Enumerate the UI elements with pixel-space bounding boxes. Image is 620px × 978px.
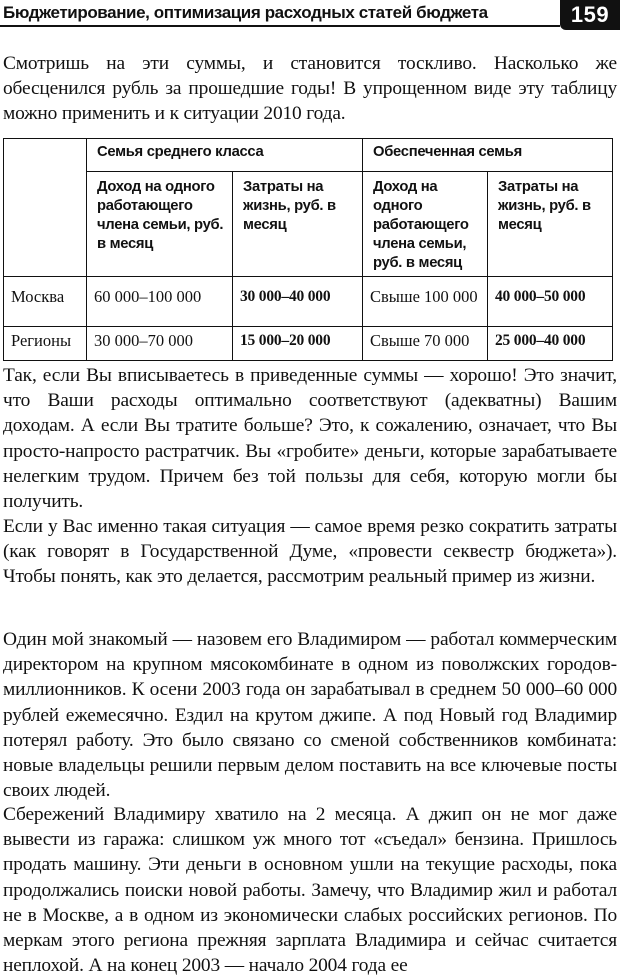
body-paragraph: Так, если Вы вписываетесь в приведенные суммы — хорошо! Это значит, что Ваши расходы оптимально соответствуют (адекватны) Вашим доходам. А если Вы тратите больше? Это, к сожалению, означает, что Вы просто-напросто растратчик. Вы «гробите» деньги, которые зарабатываете нелегким трудом. Причем без той пользы для себя, которую могли бы получить. [3,365,617,513]
table-corner-cell [4,139,87,277]
body-paragraph: Один мой знакомый — назовем его Владимиром — работал коммерческим директором на крупном мясокомбинате в одном из поволжских городов-миллионников. К осени 2003 года он зарабатывал в среднем 50 000–60 000 рублей ежемесячно. Ездил на крутом джипе. А под Новый год Владимир потерял работу. Это было связано со сменой собственников комбината: новые владельцы решили первым делом поставить на все ключевые посты своих людей. [3,629,617,802]
subheader-mid-costs: Затраты на жизнь, руб. в месяц [233,172,363,277]
cell-mid-costs: 30 000–40 000 [233,277,363,327]
cell-rich-costs: 40 000–50 000 [488,277,613,327]
running-header-title: Бюджетирование, оптимизация расходных статей бюджета [3,3,488,22]
cell-rich-costs: 25 000–40 000 [488,327,613,361]
group-header-wealthy: Обеспеченная семья [363,139,613,172]
table-row [4,277,613,327]
row-city: Москва [4,277,87,327]
subheader-rich-costs: Затраты на жизнь, руб. в месяц [488,172,613,277]
cell-mid-income: 30 000–70 000 [87,327,233,361]
table-subheader-row [4,172,613,277]
body-paragraph: Если у Вас именно такая ситуация — самое время резко сократить затраты (как говорят в Государственной Думе, «провести секвестр бюджета»). Чтобы понять, как это делается, рассмотрим реальный пример из жизни. [3,516,617,588]
cell-rich-income: Свыше 100 000 [363,277,488,327]
intro-paragraph: Смотришь на эти суммы, и становится тоскливо. Насколько же обесценился рубль за прошедшие годы! В упрощенном виде эту таблицу можно применить и к ситуации 2010 года. [3,53,617,125]
body-paragraph: Сбережений Владимиру хватило на 2 месяца. А джип он не мог даже вывести из гаража: слишком уж много тот «съедал» бензина. Пришлось продать машину. Эти деньги в основном ушли на текущие расходы, пока продолжались поиски новой работы. Замечу, что Владимир жил и работал не в Москве, а в одном из экономически слабых российских регионов. По меркам этого региона прежняя зарплата Владимира и сейчас считается неплохой. А на конец 2003 — начало 2004 года ее [3,804,617,977]
group-header-middle-class: Семья среднего класса [87,139,363,172]
cell-mid-income: 60 000–100 000 [87,277,233,327]
page-number: 159 [560,0,620,30]
subheader-rich-income: Доход на одного работающего члена семьи, руб. в месяц [363,172,488,277]
budget-table [3,138,613,361]
table-row [4,327,613,361]
cell-rich-income: Свыше 70 000 [363,327,488,361]
subheader-mid-income: Доход на одного работающего члена семьи, руб. в месяц [87,172,233,277]
running-header [0,0,620,30]
row-city: Регионы [4,327,87,361]
table-group-header-row [4,139,613,172]
cell-mid-costs: 15 000–20 000 [233,327,363,361]
header-rule [0,25,560,27]
